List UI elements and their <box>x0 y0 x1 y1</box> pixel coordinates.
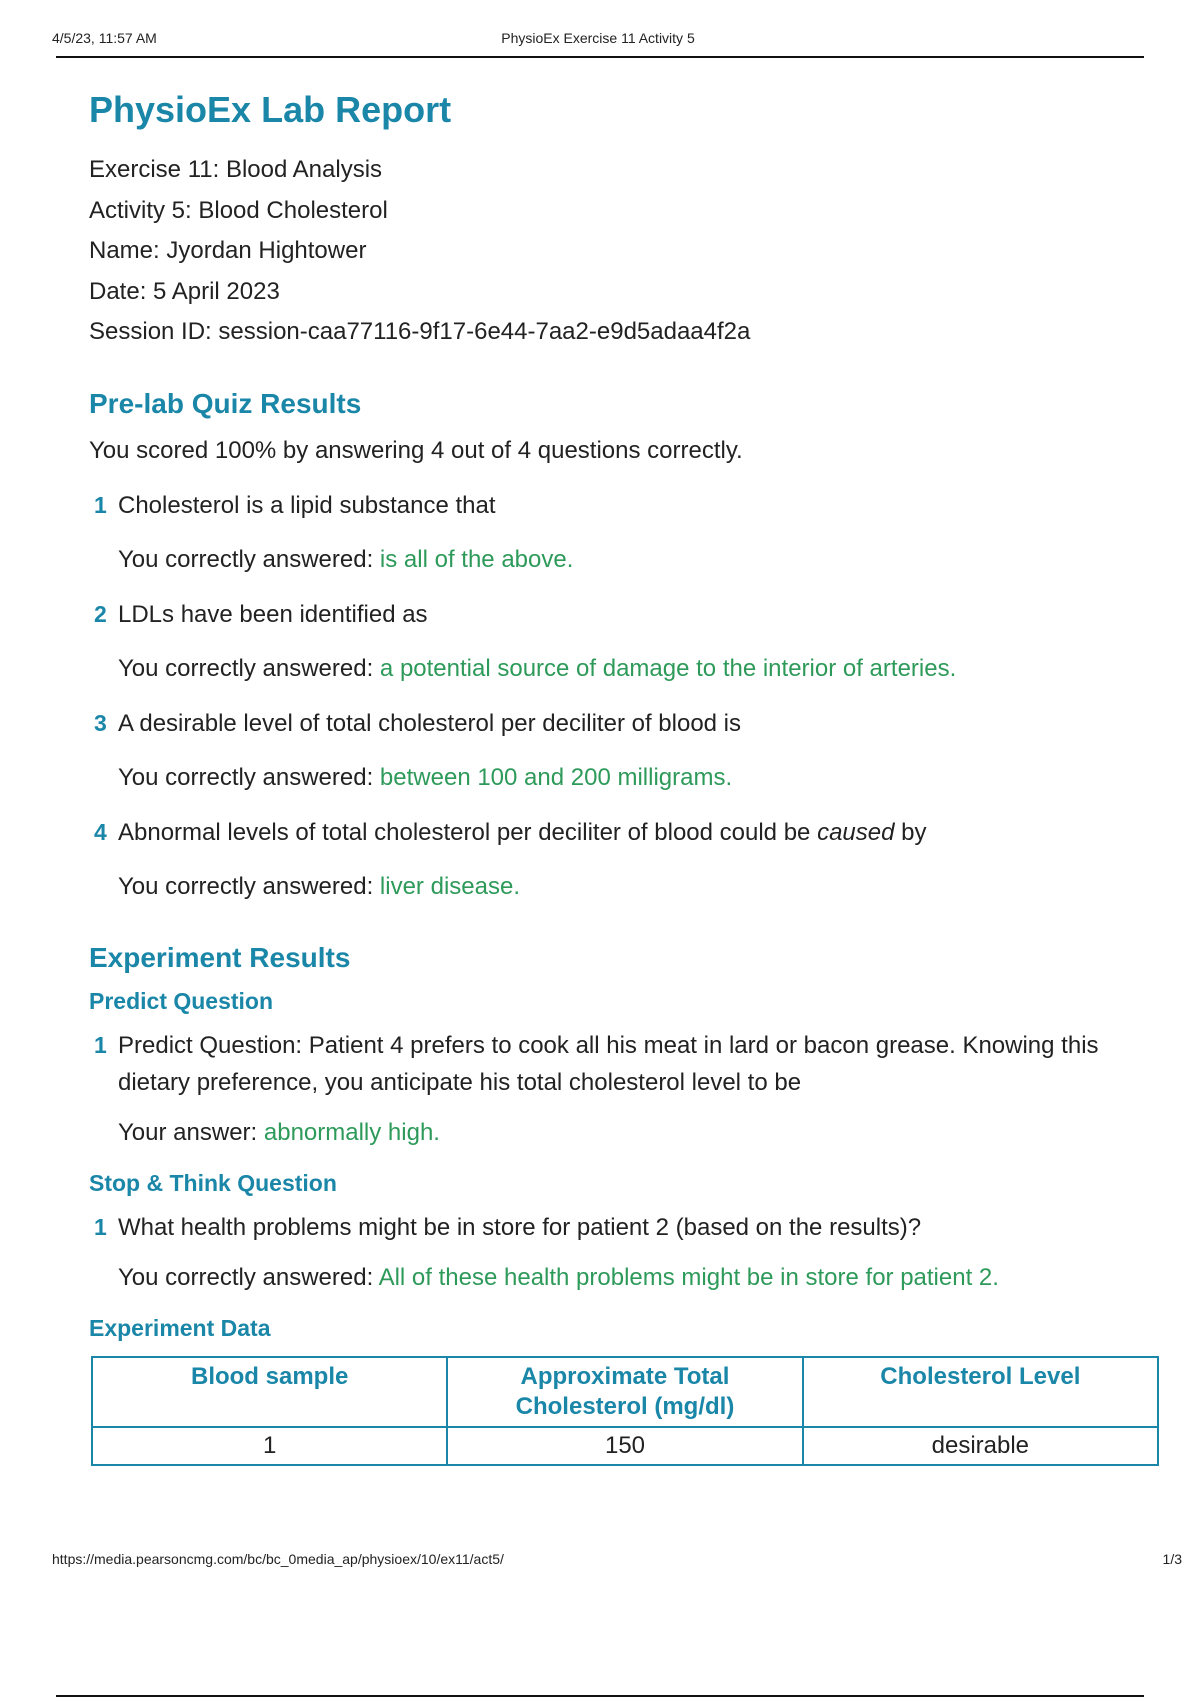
activity-line: Activity 5: Blood Cholesterol <box>89 196 388 224</box>
question-answer <box>118 869 1159 905</box>
question-number: 1 <box>94 491 107 518</box>
answer-value: liver disease. <box>379 872 520 900</box>
question-text: A desirable level of total cholesterol per deciliter of blood is <box>118 709 742 737</box>
quiz-question <box>89 814 1159 905</box>
question-text <box>118 814 1159 851</box>
column-header: Approximate Total Cholesterol (mg/dl) <box>447 1357 802 1427</box>
print-url: https://media.pearsoncmg.com/bc/bc_0media_ap/physioex/10/ex11/act5/ <box>52 1551 504 1567</box>
question-number: 3 <box>94 709 107 736</box>
answer-value: abnormally high. <box>263 1118 440 1146</box>
quiz-question <box>89 487 1159 578</box>
answer-prefix: You correctly answered: <box>118 872 374 900</box>
stop-think-question <box>89 1209 1159 1296</box>
question-text-emphasis: caused <box>817 818 895 846</box>
question-number: 1 <box>94 1031 107 1058</box>
question-answer <box>118 542 1159 578</box>
question-answer <box>118 760 1159 796</box>
question-number: 4 <box>94 818 107 845</box>
answer-value: between 100 and 200 milligrams. <box>379 763 733 791</box>
question-text-before: Abnormal levels of total cholesterol per deciliter of blood could be <box>118 818 811 846</box>
print-header <box>52 28 1144 52</box>
answer-prefix: You correctly answered: <box>118 545 374 573</box>
answer-value: All of these health problems might be in store for patient 2. <box>378 1263 999 1291</box>
stop-think-heading: Stop & Think Question <box>89 1169 337 1196</box>
prelab-score: You scored 100% by answering 4 out of 4 questions correctly. <box>89 436 743 464</box>
header-rule <box>56 56 1144 58</box>
exercise-line: Exercise 11: Blood Analysis <box>89 156 383 183</box>
report-title: PhysioEx Lab Report <box>89 89 452 130</box>
experiment-heading: Experiment Results <box>89 941 351 973</box>
column-header: Cholesterol Level <box>803 1357 1158 1427</box>
experiment-data-table <box>91 1356 1159 1466</box>
table-header-row <box>92 1357 1158 1427</box>
predict-heading: Predict Question <box>89 987 274 1014</box>
question-text: LDLs have been identified as <box>118 600 428 628</box>
table-row <box>92 1427 1158 1465</box>
table-cell: desirable <box>803 1427 1158 1465</box>
table-cell: 1 <box>92 1427 447 1465</box>
quiz-question <box>89 596 1159 687</box>
predict-question <box>89 1027 1159 1151</box>
question-text: Predict Question: Patient 4 prefers to cook all his meat in lard or bacon grease. Knowing this dietary preference, you anticipate his total cholesterol level to be <box>118 1031 1099 1096</box>
session-line: Session ID: session-caa77116-9f17-6e44-7aa2-e9d5adaa4f2a <box>89 318 751 345</box>
answer-prefix: You correctly answered: <box>118 654 374 682</box>
quiz-question <box>89 705 1159 796</box>
print-timestamp: 4/5/23, 11:57 AM <box>52 30 157 46</box>
name-line: Name: Jyordan Hightower <box>89 237 367 264</box>
answer-prefix: You correctly answered: <box>118 1263 374 1291</box>
question-number: 1 <box>94 1213 107 1240</box>
prelab-heading: Pre-lab Quiz Results <box>89 387 362 419</box>
date-line: Date: 5 April 2023 <box>89 277 280 305</box>
experiment-data-heading: Experiment Data <box>89 1314 271 1341</box>
answer-value: a potential source of damage to the interior of arteries. <box>379 654 957 682</box>
report-meta <box>89 150 1159 353</box>
page-number: 1/3 <box>1162 1551 1182 1567</box>
question-answer <box>118 651 1159 687</box>
answer-prefix: You correctly answered: <box>118 763 374 791</box>
answer-prefix: Your answer: <box>118 1118 258 1146</box>
report-content <box>89 86 1159 1466</box>
print-page-title: PhysioEx Exercise 11 Activity 5 <box>501 30 695 46</box>
question-answer <box>118 1260 1159 1296</box>
question-number: 2 <box>94 600 107 627</box>
question-text: What health problems might be in store for patient 2 (based on the results)? <box>118 1213 922 1241</box>
question-answer <box>118 1115 1159 1151</box>
table-cell: 150 <box>447 1427 802 1465</box>
column-header: Blood sample <box>92 1357 447 1427</box>
answer-value: is all of the above. <box>379 545 574 573</box>
question-text: Cholesterol is a lipid substance that <box>118 491 496 519</box>
question-text-after: by <box>901 818 927 846</box>
next-page-rule <box>56 1695 1144 1697</box>
